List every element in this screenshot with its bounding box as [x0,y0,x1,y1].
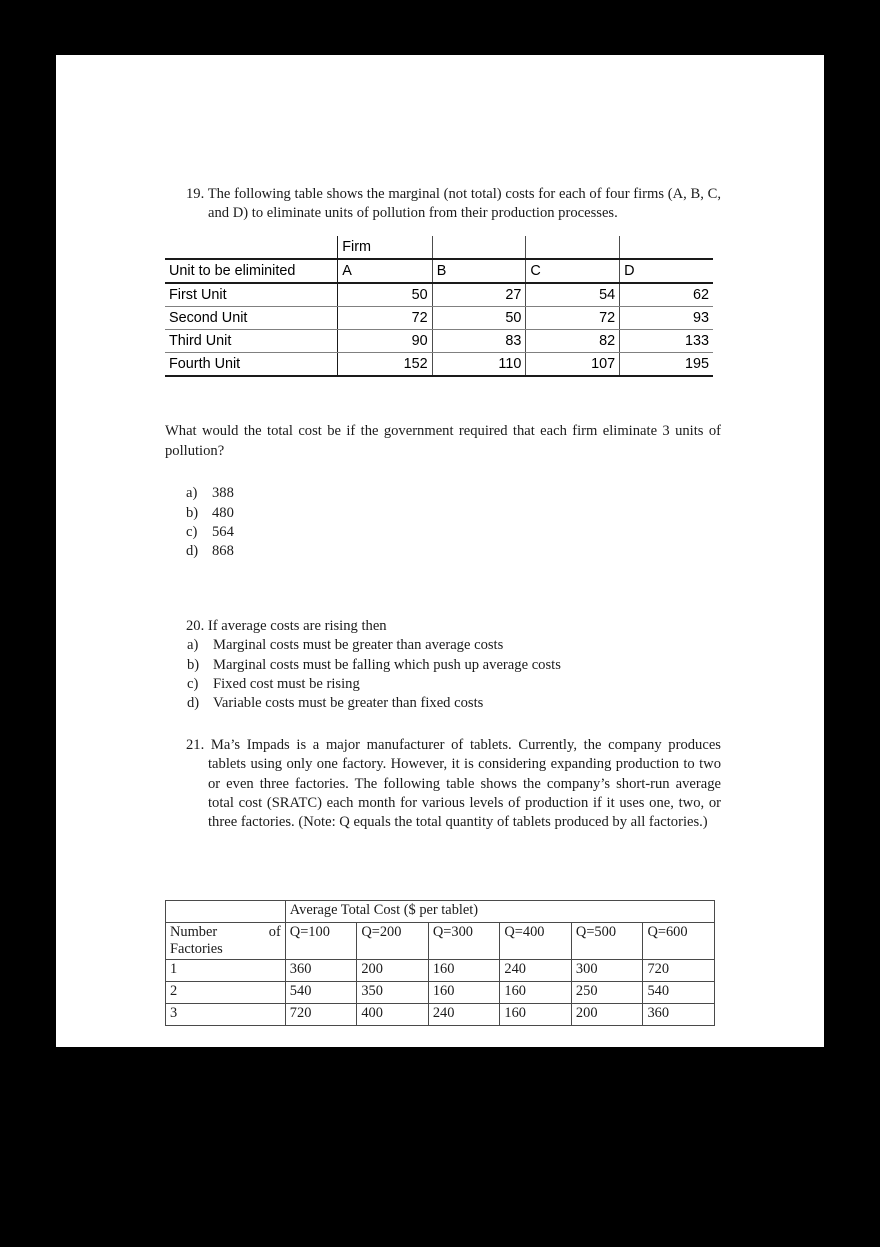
column-header-q200: Q=200 [357,923,429,960]
option-letter: b) [187,656,200,673]
cell-value: 83 [432,330,526,353]
option-text: Marginal costs must be falling which push up average costs [213,656,561,673]
cell-value: 720 [285,1004,357,1026]
cell-value: 250 [571,982,643,1004]
cell-value: 195 [620,353,713,377]
spacer [165,606,721,617]
column-header-firm-d: D [620,259,713,283]
document-content [165,185,721,1026]
column-header-q100: Q=100 [285,923,357,960]
cell-value: 160 [500,1004,572,1026]
question-20-text: If average costs are rising then [207,618,387,635]
option-letter: c) [187,675,199,692]
table-row-column-headers [166,923,715,960]
column-header-q500: Q=500 [571,923,643,960]
question-21-number: 21. [186,737,205,754]
column-header-firm-c: C [526,259,620,283]
cell-value: 133 [620,330,713,353]
option-letter: a) [186,485,198,502]
question-19-options [165,484,721,561]
option-text: Fixed cost must be rising [213,675,360,692]
cell-value: 62 [620,283,713,307]
marginal-cost-table [165,236,713,377]
cell-value: 400 [357,1004,429,1026]
option-text: Marginal costs must be greater than average costs [213,637,504,654]
row-label: Third Unit [165,330,338,353]
option-item[interactable] [187,694,721,713]
group-header-spacer-b [432,236,526,259]
table-row-group-header [166,901,715,923]
row-label: 2 [166,982,286,1004]
row-label: Second Unit [165,307,338,330]
group-header-firm: Firm [338,236,432,259]
group-header-average-total-cost: Average Total Cost ($ per tablet) [285,901,714,923]
option-letter: d) [187,695,200,712]
option-item[interactable] [187,656,721,675]
spacer [165,461,721,484]
spacer [165,377,721,422]
question-20 [165,617,721,636]
cell-value: 90 [338,330,432,353]
question-19-number: 19. [186,186,205,202]
question-21 [165,736,721,832]
column-header-q300: Q=300 [428,923,500,960]
sratc-table-wrapper [165,900,715,1026]
option-letter: d) [186,543,199,560]
option-text: Variable costs must be greater than fixed costs [213,695,484,712]
cell-value: 72 [526,307,620,330]
cell-value: 240 [428,1004,500,1026]
row-header-word-factories: Factories [170,941,223,958]
table-row [165,353,713,377]
document-page [56,55,824,1047]
row-header-word-number: Number [170,924,218,941]
spacer [165,877,721,900]
table-row [165,307,713,330]
row-label: 3 [166,1004,286,1026]
empty-corner-cell [165,236,338,259]
empty-corner-cell [166,901,286,923]
group-header-spacer-d [620,236,713,259]
option-item[interactable] [186,542,721,561]
question-19 [165,185,721,223]
spacer [165,561,721,606]
cell-value: 240 [500,960,572,982]
table-row [165,283,713,307]
cell-value: 350 [357,982,429,1004]
cell-value: 82 [526,330,620,353]
row-label: First Unit [165,283,338,307]
question-19-prompt: What would the total cost be if the government required that each firm eliminate 3 units of pollution? [165,423,721,459]
marginal-cost-table-wrapper [165,236,713,377]
cell-value: 50 [338,283,432,307]
option-text: 388 [212,485,234,502]
sratc-table [165,900,715,1026]
option-letter: a) [187,637,199,654]
cell-value: 160 [428,960,500,982]
table-row-column-headers [165,259,713,283]
cell-value: 360 [643,1004,715,1026]
table-row [166,982,715,1004]
cell-value: 360 [285,960,357,982]
option-text: 564 [212,523,234,540]
cell-value: 200 [571,1004,643,1026]
cell-value: 160 [428,982,500,1004]
option-letter: b) [186,504,199,521]
cell-value: 300 [571,960,643,982]
option-item[interactable] [186,504,721,523]
row-label: Fourth Unit [165,353,338,377]
cell-value: 93 [620,307,713,330]
row-header-label: Unit to be eliminited [165,259,338,283]
cell-value: 107 [526,353,620,377]
cell-value: 200 [357,960,429,982]
cell-value: 160 [500,982,572,1004]
cell-value: 50 [432,307,526,330]
cell-value: 72 [338,307,432,330]
question-21-text: Ma’s Impads is a major manufacturer of tablets. Currently, the company produces tablets using only one factory. However, it is considering expanding production to two or even three factories. The following table shows the company’s short-run average total cost (SRATC) each month for various levels of production if it uses one, two, or three factories. (Note: Q equals the total quantity of tablets produced by all factories.) [208,737,721,831]
option-text: 480 [212,504,234,521]
question-20-number: 20. [186,618,205,635]
cell-value: 540 [285,982,357,1004]
cell-value: 152 [338,353,432,377]
column-header-q600: Q=600 [643,923,715,960]
cell-value: 720 [643,960,715,982]
option-item[interactable] [187,675,721,694]
table-row [165,330,713,353]
spacer [165,832,721,877]
cell-value: 540 [643,982,715,1004]
group-header-spacer-c [526,236,620,259]
row-header-number-of-factories [166,923,286,960]
option-letter: c) [186,523,198,540]
cell-value: 110 [432,353,526,377]
option-item[interactable] [187,636,721,655]
question-20-options [165,636,721,713]
table-row-group-header [165,236,713,259]
cell-value: 27 [432,283,526,307]
option-item[interactable] [186,523,721,542]
column-header-firm-a: A [338,259,432,283]
question-19-text: The following table shows the marginal (not total) costs for each of four firms (A, B, C, and D) to eliminate units of pollution from their production processes. [207,186,721,222]
row-label: 1 [166,960,286,982]
cell-value: 54 [526,283,620,307]
column-header-firm-b: B [432,259,526,283]
row-header-word-of: of [268,924,281,941]
table-row [166,1004,715,1026]
table-row [166,960,715,982]
option-text: 868 [212,543,234,560]
spacer [165,713,721,736]
option-item[interactable] [186,484,721,503]
column-header-q400: Q=400 [500,923,572,960]
